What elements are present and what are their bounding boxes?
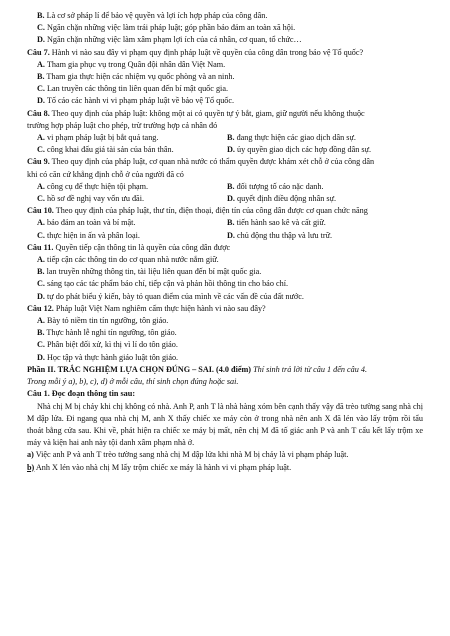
question-10: Câu 10. Theo quy định của pháp luật, thư tín, điện thoại, điện tín của công dân được cơ quan chức năng bbox=[27, 206, 368, 216]
option-line: C. Lan truyền các thông tin liên quan đến bí mật quốc gia. bbox=[37, 84, 228, 94]
part-2-instruction: Trong mỗi ý a), b), c), d) ở mỗi câu, thí sinh chọn đúng hoặc sai. bbox=[27, 377, 239, 387]
option-line: B. lan truyền những thông tin, tài liệu liên quan đến bí mật quốc gia. bbox=[37, 267, 262, 277]
option-cell: A. vi phạm pháp luật bị bắt quả tang. bbox=[37, 133, 159, 143]
option-line: D. Ngăn chặn những việc làm xâm phạm lợi ích của cá nhân, cơ quan, tổ chức… bbox=[37, 35, 302, 45]
option-row bbox=[27, 132, 423, 144]
option-cell: B. tiến hành sao kê và cất giữ. bbox=[227, 218, 326, 228]
question-9-cont: khi có căn cứ khẳng định chỗ ở của người đã có bbox=[27, 169, 184, 179]
question-9: Câu 9. Theo quy định của pháp luật, cơ quan nhà nước có thẩm quyền được khám xét chỗ ở của công dân bbox=[27, 157, 375, 167]
option-cell: C. thực hiện in ấn và phân loại. bbox=[37, 230, 140, 240]
option-line: C. sáng tạo các tác phẩm báo chí, tiếp cận và phản hồi thông tin cho báo chí. bbox=[37, 279, 289, 289]
statement-b: b) Anh X lén vào nhà chị M lấy trộm chiếc xe máy là hành vi vi phạm pháp luật. bbox=[27, 462, 292, 472]
option-row bbox=[27, 181, 423, 193]
option-cell: C. công khai đấu giá tài sản của bản thân. bbox=[37, 145, 174, 155]
part-2-question-1: Câu 1. Đọc đoạn thông tin sau: bbox=[27, 389, 136, 399]
question-11: Câu 11. Quyền tiếp cận thông tin là quyền của công dân được bbox=[27, 242, 231, 252]
option-cell: A. bảo đảm an toàn và bí mật. bbox=[37, 218, 136, 228]
option-cell: D. chủ động thu thập và lưu trữ. bbox=[227, 230, 333, 240]
option-row bbox=[27, 217, 423, 229]
statement-a: a) Việc anh P và anh T trèo tường sang nhà chị M dập lửa khi nhà M bị cháy là vi phạm pháp luật. bbox=[27, 450, 349, 460]
option-cell: C. hồ sơ đề nghị vay vốn ưu đãi. bbox=[37, 194, 145, 204]
option-cell: A. công cụ để thực hiện tội phạm. bbox=[37, 181, 149, 191]
question-8: Câu 8. Theo quy định của pháp luật: không một ai có quyền tự ý bắt, giam, giữ người nếu không thuộc bbox=[27, 108, 365, 118]
question-12: Câu 12. Pháp luật Việt Nam nghiêm cấm thực hiện hành vi nào sau đây? bbox=[27, 303, 266, 313]
option-cell: B. đang thực hiện các giao dịch dân sự. bbox=[227, 133, 356, 143]
option-cell: D. quyết định điều động nhân sự. bbox=[227, 194, 337, 204]
option-line: A. Bày tỏ niềm tin tín ngưỡng, tôn giáo. bbox=[37, 316, 169, 326]
option-line: B. Là cơ sở pháp lí để bảo vệ quyền và lợi ích hợp pháp của công dân. bbox=[37, 11, 268, 20]
option-line: D. Tố cáo các hành vi vi phạm pháp luật về bảo vệ Tổ quốc. bbox=[37, 96, 235, 106]
option-line: D. tự do phát biểu ý kiến, bày tỏ quan điểm của mình về các vấn đề của đất nước. bbox=[37, 291, 304, 301]
option-row bbox=[27, 193, 423, 205]
part-2-heading: Phần II. TRẮC NGHIỆM LỰA CHỌN ĐÚNG – SAI. (4.0 điểm) Thí sinh trả lời từ câu 1 đến câu 4. bbox=[27, 364, 367, 374]
option-row bbox=[27, 230, 423, 242]
option-cell: B. đối tượng tố cáo nặc danh. bbox=[227, 181, 324, 191]
question-7: Câu 7. Hành vi nào sau đây vi phạm quy định pháp luật về quyền của công dân trong bảo vệ Tổ quốc? bbox=[27, 47, 364, 57]
option-line: B. Thực hành lễ nghi tín ngưỡng, tôn giáo. bbox=[37, 328, 177, 338]
option-line: C. Phân biệt đối xử, kì thị vì lí do tôn giáo. bbox=[37, 340, 178, 350]
option-cell: D. ủy quyền giao dịch các hợp đồng dân sự. bbox=[227, 145, 372, 155]
option-line: A. Tham gia phục vụ trong Quân đội nhân dân Việt Nam. bbox=[37, 59, 226, 69]
option-line: B. Tham gia thực hiện các nhiệm vụ quốc phòng và an ninh. bbox=[37, 72, 235, 82]
option-line: D. Học tập và thực hành giáo luật tôn giáo. bbox=[37, 352, 179, 362]
question-8-cont: trường hợp pháp luật cho phép, trừ trường hợp cả nhân đó bbox=[27, 120, 218, 130]
option-line: C. Ngăn chặn những việc làm trái pháp luật; góp phần bảo đảm an toàn xã hội. bbox=[37, 23, 296, 33]
reading-passage: Nhà chị M bị cháy khi chị không có nhà. Anh P, anh T là nhà hàng xóm bên cạnh thấy vậy đã trèo tường sang nhà chị M dập lửa. Đi ngang qua nhà chị M, anh X thấy chiếc xe máy còn ở trong nhà nên anh X đã lén vào lấy trộm rồi tẩu thoát bằng cửa sau. Khi về, phát hiện ra chiếc xe máy bị mất, nên chị M đã tố giác anh P và anh T cấu kết lấy trộm xe máy và kiện hai anh này tội danh xâm phạm nhà ở. bbox=[27, 401, 423, 448]
option-row bbox=[27, 144, 423, 156]
option-line: A. tiếp cận các thông tin do cơ quan nhà nước nắm giữ. bbox=[37, 255, 219, 265]
